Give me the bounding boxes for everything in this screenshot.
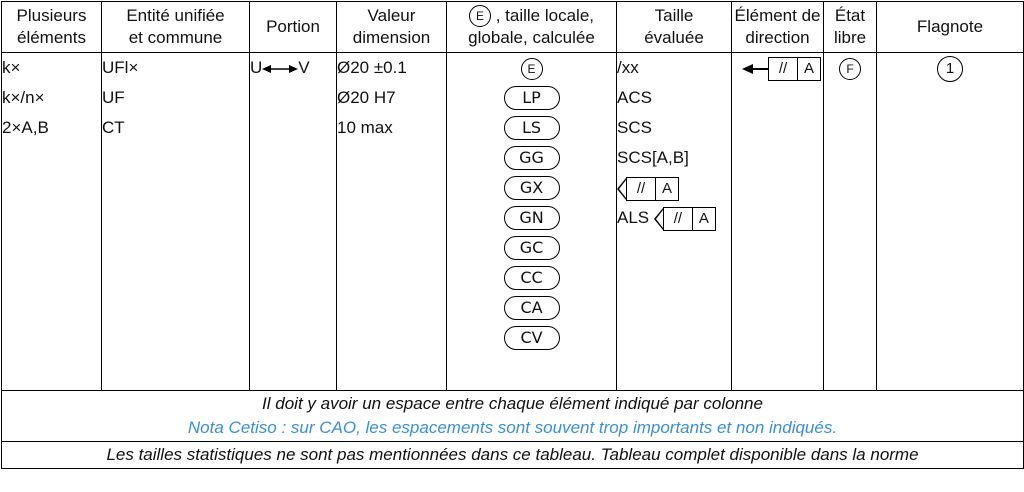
notes-cell	[2, 391, 1024, 442]
als-flag: ALS // A	[617, 203, 731, 233]
list-item: Ø20 ±0.1	[337, 58, 407, 77]
list-item: /xx	[617, 58, 639, 77]
cell-free-state	[824, 53, 877, 391]
cell-evaluated-size	[617, 53, 732, 391]
flag-frame-icon: // A	[617, 177, 679, 201]
modifier-pill: GN	[447, 203, 616, 233]
list-item: 10 max	[337, 118, 393, 137]
header-portion: Portion	[250, 2, 337, 53]
modifier-pill: GC	[447, 233, 616, 263]
modifier-pill: GX	[447, 173, 616, 203]
direction-feature-indicator	[742, 53, 823, 83]
flag-frame-icon: // A	[654, 207, 716, 231]
header-unified-entity: Entité unifiée et commune	[102, 2, 250, 53]
envelope-e-icon: E	[469, 5, 491, 27]
list-item: Ø20 H7	[337, 88, 396, 107]
list-item: ACS	[617, 88, 652, 107]
header-multiple-elements: Plusieurs éléments	[2, 2, 102, 53]
modifier-pill: GG	[447, 143, 616, 173]
cell-size-modifiers	[447, 53, 617, 391]
list-item: SCS	[617, 118, 652, 137]
portion-symbol: U V	[250, 58, 310, 77]
list-item: 2×A,B	[2, 118, 49, 137]
modifier-pill: LS	[447, 113, 616, 143]
list-item: SCS[A,B]	[617, 148, 689, 167]
double-arrow-icon	[262, 63, 298, 75]
cell-multiple-elements	[2, 53, 102, 391]
modifier-pill: CV	[447, 323, 616, 353]
modifier-pill: LP	[447, 83, 616, 113]
free-state-f-icon: F	[839, 58, 861, 80]
list-item: CT	[102, 118, 125, 137]
cell-unified-entity	[102, 53, 250, 391]
notes-row	[2, 391, 1024, 442]
cell-direction-element	[732, 53, 824, 391]
list-item: UFl×	[102, 58, 139, 77]
note-spacing: Il doit y avoir un espace entre chaque élément indiqué par colonne	[262, 394, 763, 413]
footer-row	[2, 442, 1024, 469]
list-item: UF	[102, 88, 125, 107]
header-envelope-local-global: E , taille locale, globale, calculée	[447, 2, 617, 53]
data-row	[2, 53, 1024, 391]
header-free-state: État libre	[824, 2, 877, 53]
footer-note: Les tailles statistiques ne sont pas mentionnées dans ce tableau. Tableau complet disponible dans la norme	[2, 442, 1024, 469]
header-dimension-value: Valeur dimension	[337, 2, 447, 53]
intersection-plane-flag	[617, 173, 731, 203]
modifier-pill: CA	[447, 293, 616, 323]
list-item: k×/n×	[2, 88, 45, 107]
cell-dimension-value	[337, 53, 447, 391]
left-arrow-icon	[742, 63, 768, 75]
header-direction-element: Élément de direction	[732, 2, 824, 53]
modifier-pill: CC	[447, 263, 616, 293]
direction-frame: // A	[768, 57, 821, 81]
cell-portion	[250, 53, 337, 391]
specification-modifiers-table	[1, 1, 1024, 469]
header-evaluated-size: Taille évaluée	[617, 2, 732, 53]
list-item: k×	[2, 58, 21, 77]
cell-flagnote	[877, 53, 1024, 391]
header-row	[2, 2, 1024, 53]
note-cetiso: Nota Cetiso : sur CAO, les espacements sont souvent trop importants et non indiqués.	[187, 418, 838, 437]
flagnote-1-icon: 1	[937, 56, 963, 82]
header-flagnote: Flagnote	[877, 2, 1024, 53]
envelope-e-icon: E	[521, 58, 543, 80]
